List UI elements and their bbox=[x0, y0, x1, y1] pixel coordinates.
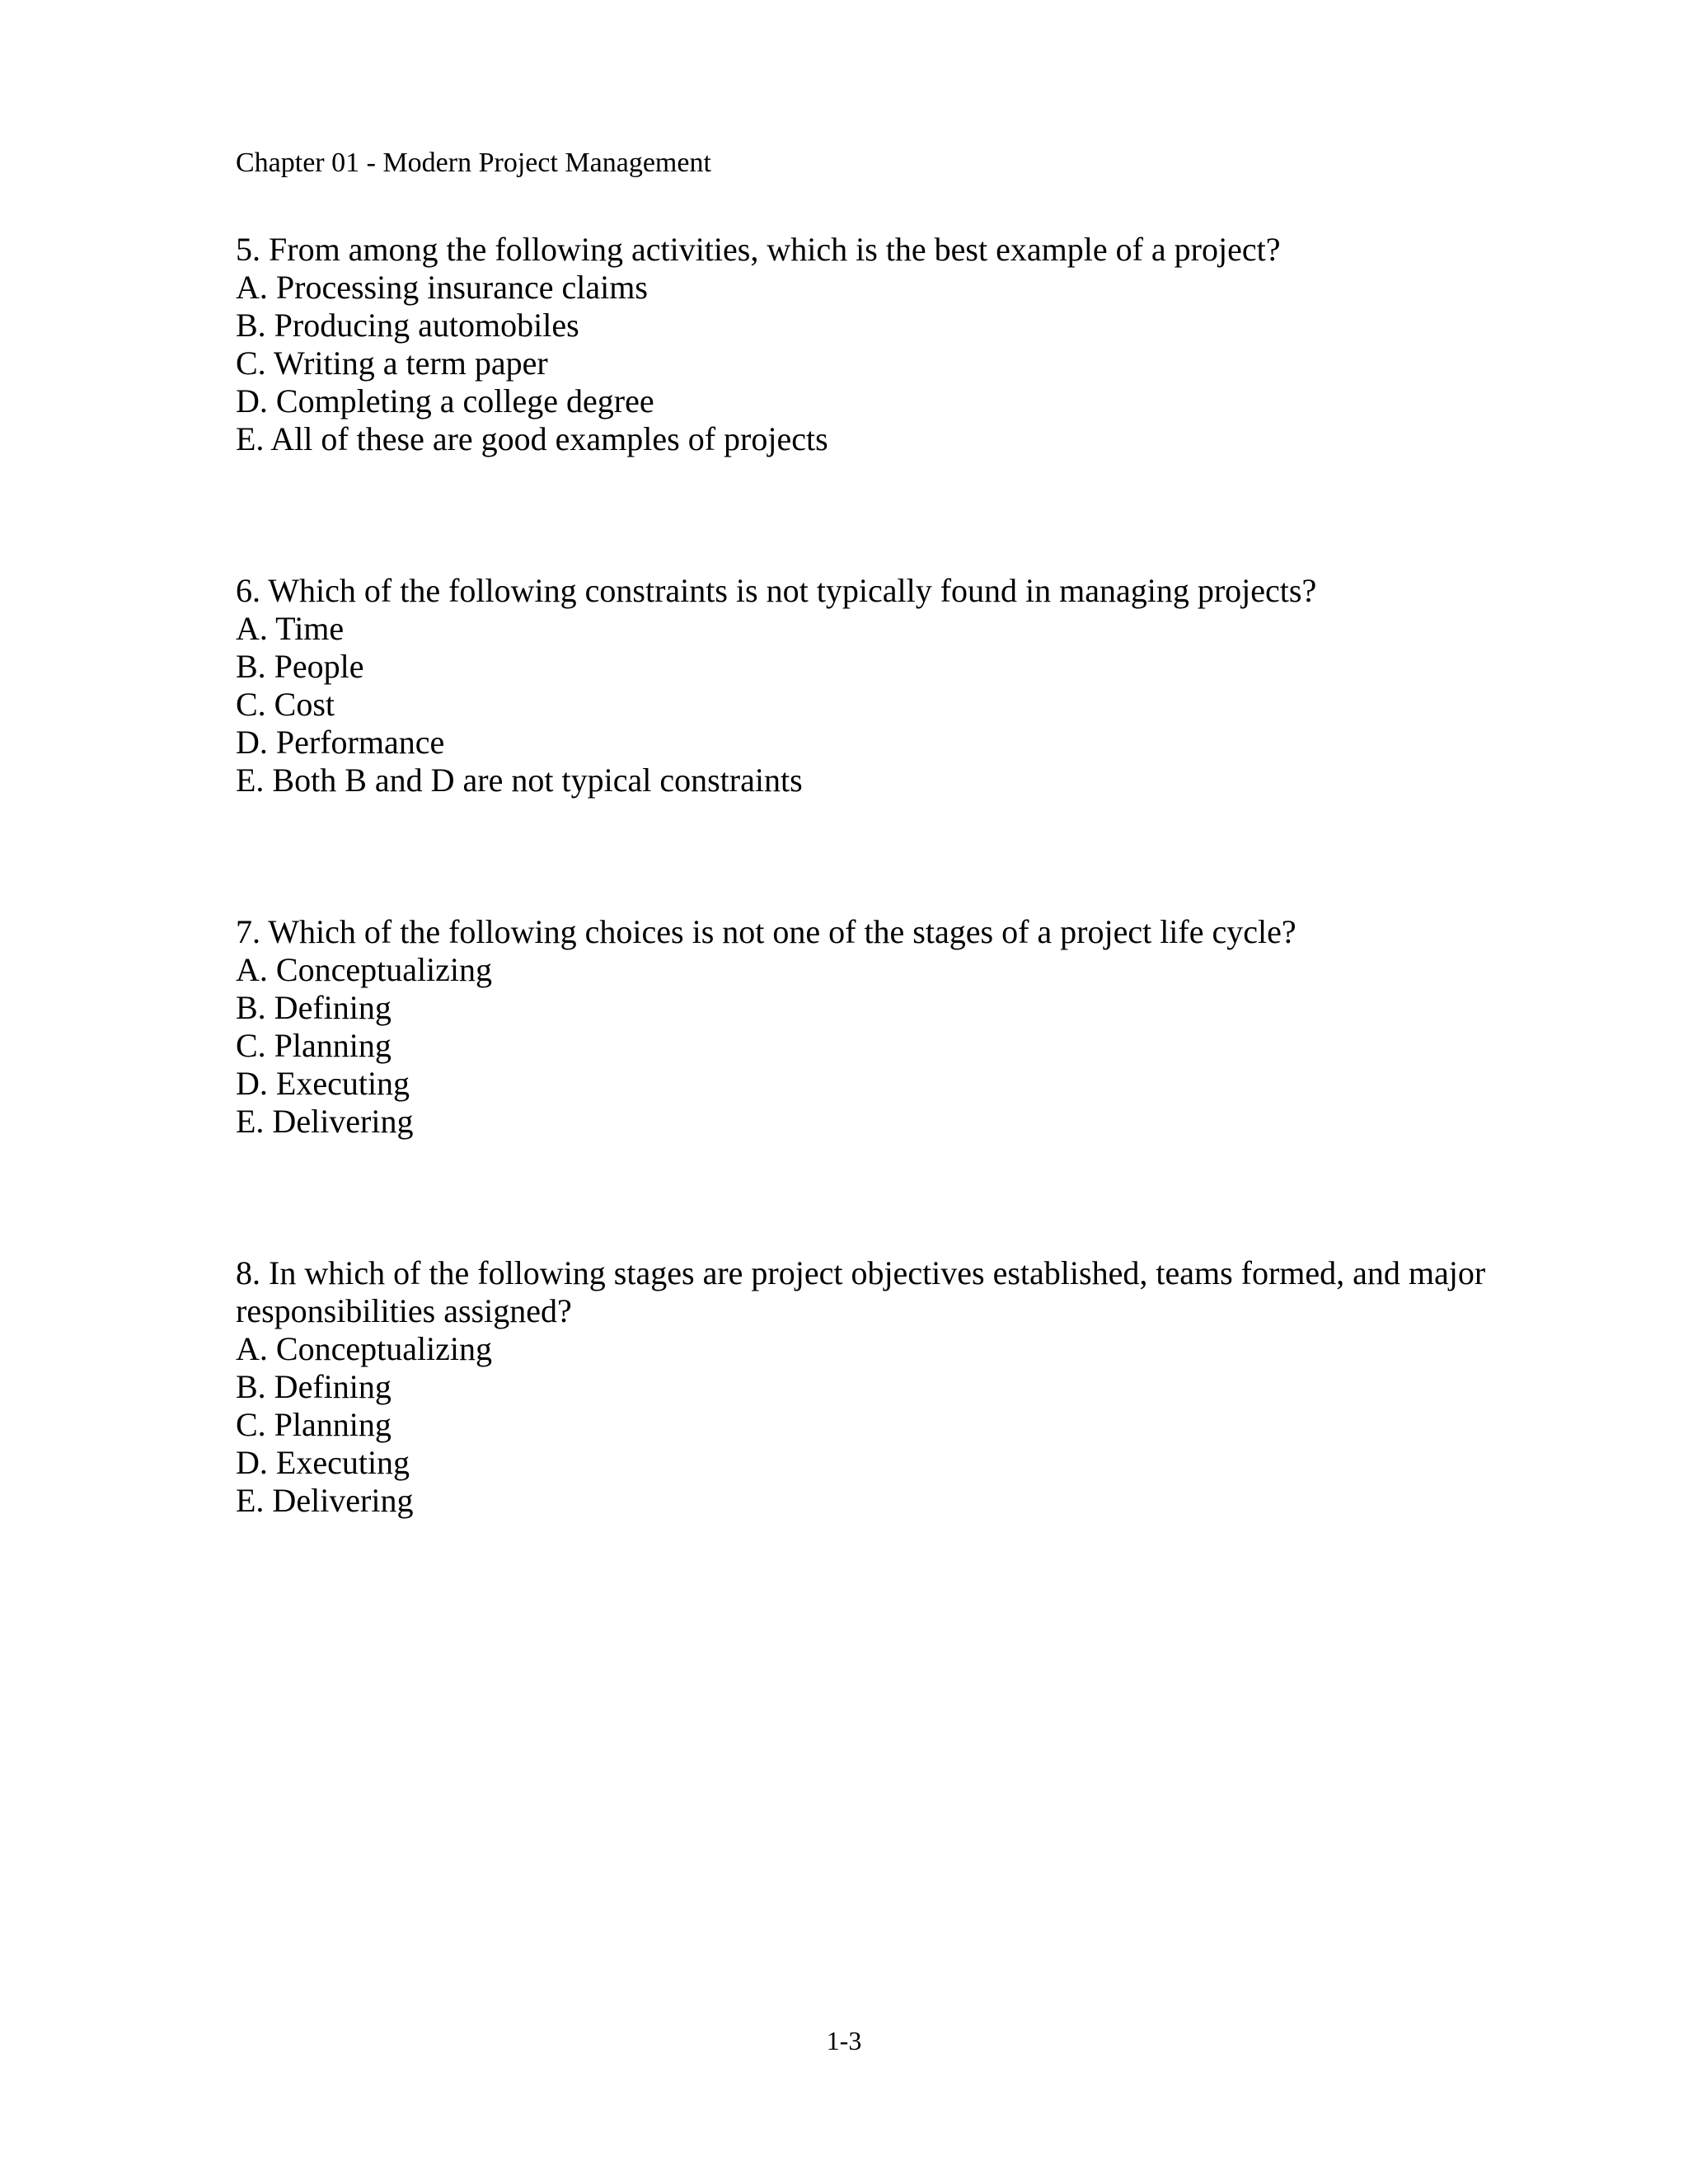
option-e: E. Delivering bbox=[236, 1103, 414, 1140]
page-number: 1-3 bbox=[826, 2026, 862, 2055]
option-d: D. Completing a college degree bbox=[236, 382, 654, 419]
option-b: B. Defining bbox=[236, 989, 392, 1026]
option-b: B. Producing automobiles bbox=[236, 307, 579, 344]
question-stem: 7. Which of the following choices is not one of the stages of a project life cycle? bbox=[236, 913, 1296, 950]
question-7 bbox=[236, 913, 1522, 1141]
question-stem: 5. From among the following activities, which is the best example of a project? bbox=[236, 231, 1281, 268]
option-c: C. Cost bbox=[236, 686, 335, 723]
option-d: D. Executing bbox=[236, 1444, 410, 1481]
option-a: A. Conceptualizing bbox=[236, 1330, 493, 1367]
question-6 bbox=[236, 572, 1522, 799]
option-d: D. Performance bbox=[236, 724, 445, 761]
option-a: A. Conceptualizing bbox=[236, 951, 493, 988]
option-e: E. All of these are good examples of projects bbox=[236, 420, 828, 457]
option-a: A. Processing insurance claims bbox=[236, 269, 648, 306]
question-8 bbox=[236, 1254, 1522, 1520]
chapter-header: Chapter 01 - Modern Project Management bbox=[236, 148, 711, 178]
question-5 bbox=[236, 231, 1522, 458]
option-c: C. Writing a term paper bbox=[236, 344, 548, 382]
option-e: E. Delivering bbox=[236, 1482, 414, 1519]
option-e: E. Both B and D are not typical constraints bbox=[236, 762, 803, 799]
question-stem: 8. In which of the following stages are project objectives established, teams formed, and major responsibilities assigned? bbox=[236, 1254, 1486, 1329]
option-c: C. Planning bbox=[236, 1027, 392, 1064]
option-b: B. People bbox=[236, 648, 364, 685]
option-b: B. Defining bbox=[236, 1368, 392, 1405]
option-a: A. Time bbox=[236, 610, 345, 647]
option-d: D. Executing bbox=[236, 1065, 410, 1102]
option-c: C. Planning bbox=[236, 1406, 392, 1443]
question-stem: 6. Which of the following constraints is not typically found in managing projects? bbox=[236, 572, 1317, 609]
